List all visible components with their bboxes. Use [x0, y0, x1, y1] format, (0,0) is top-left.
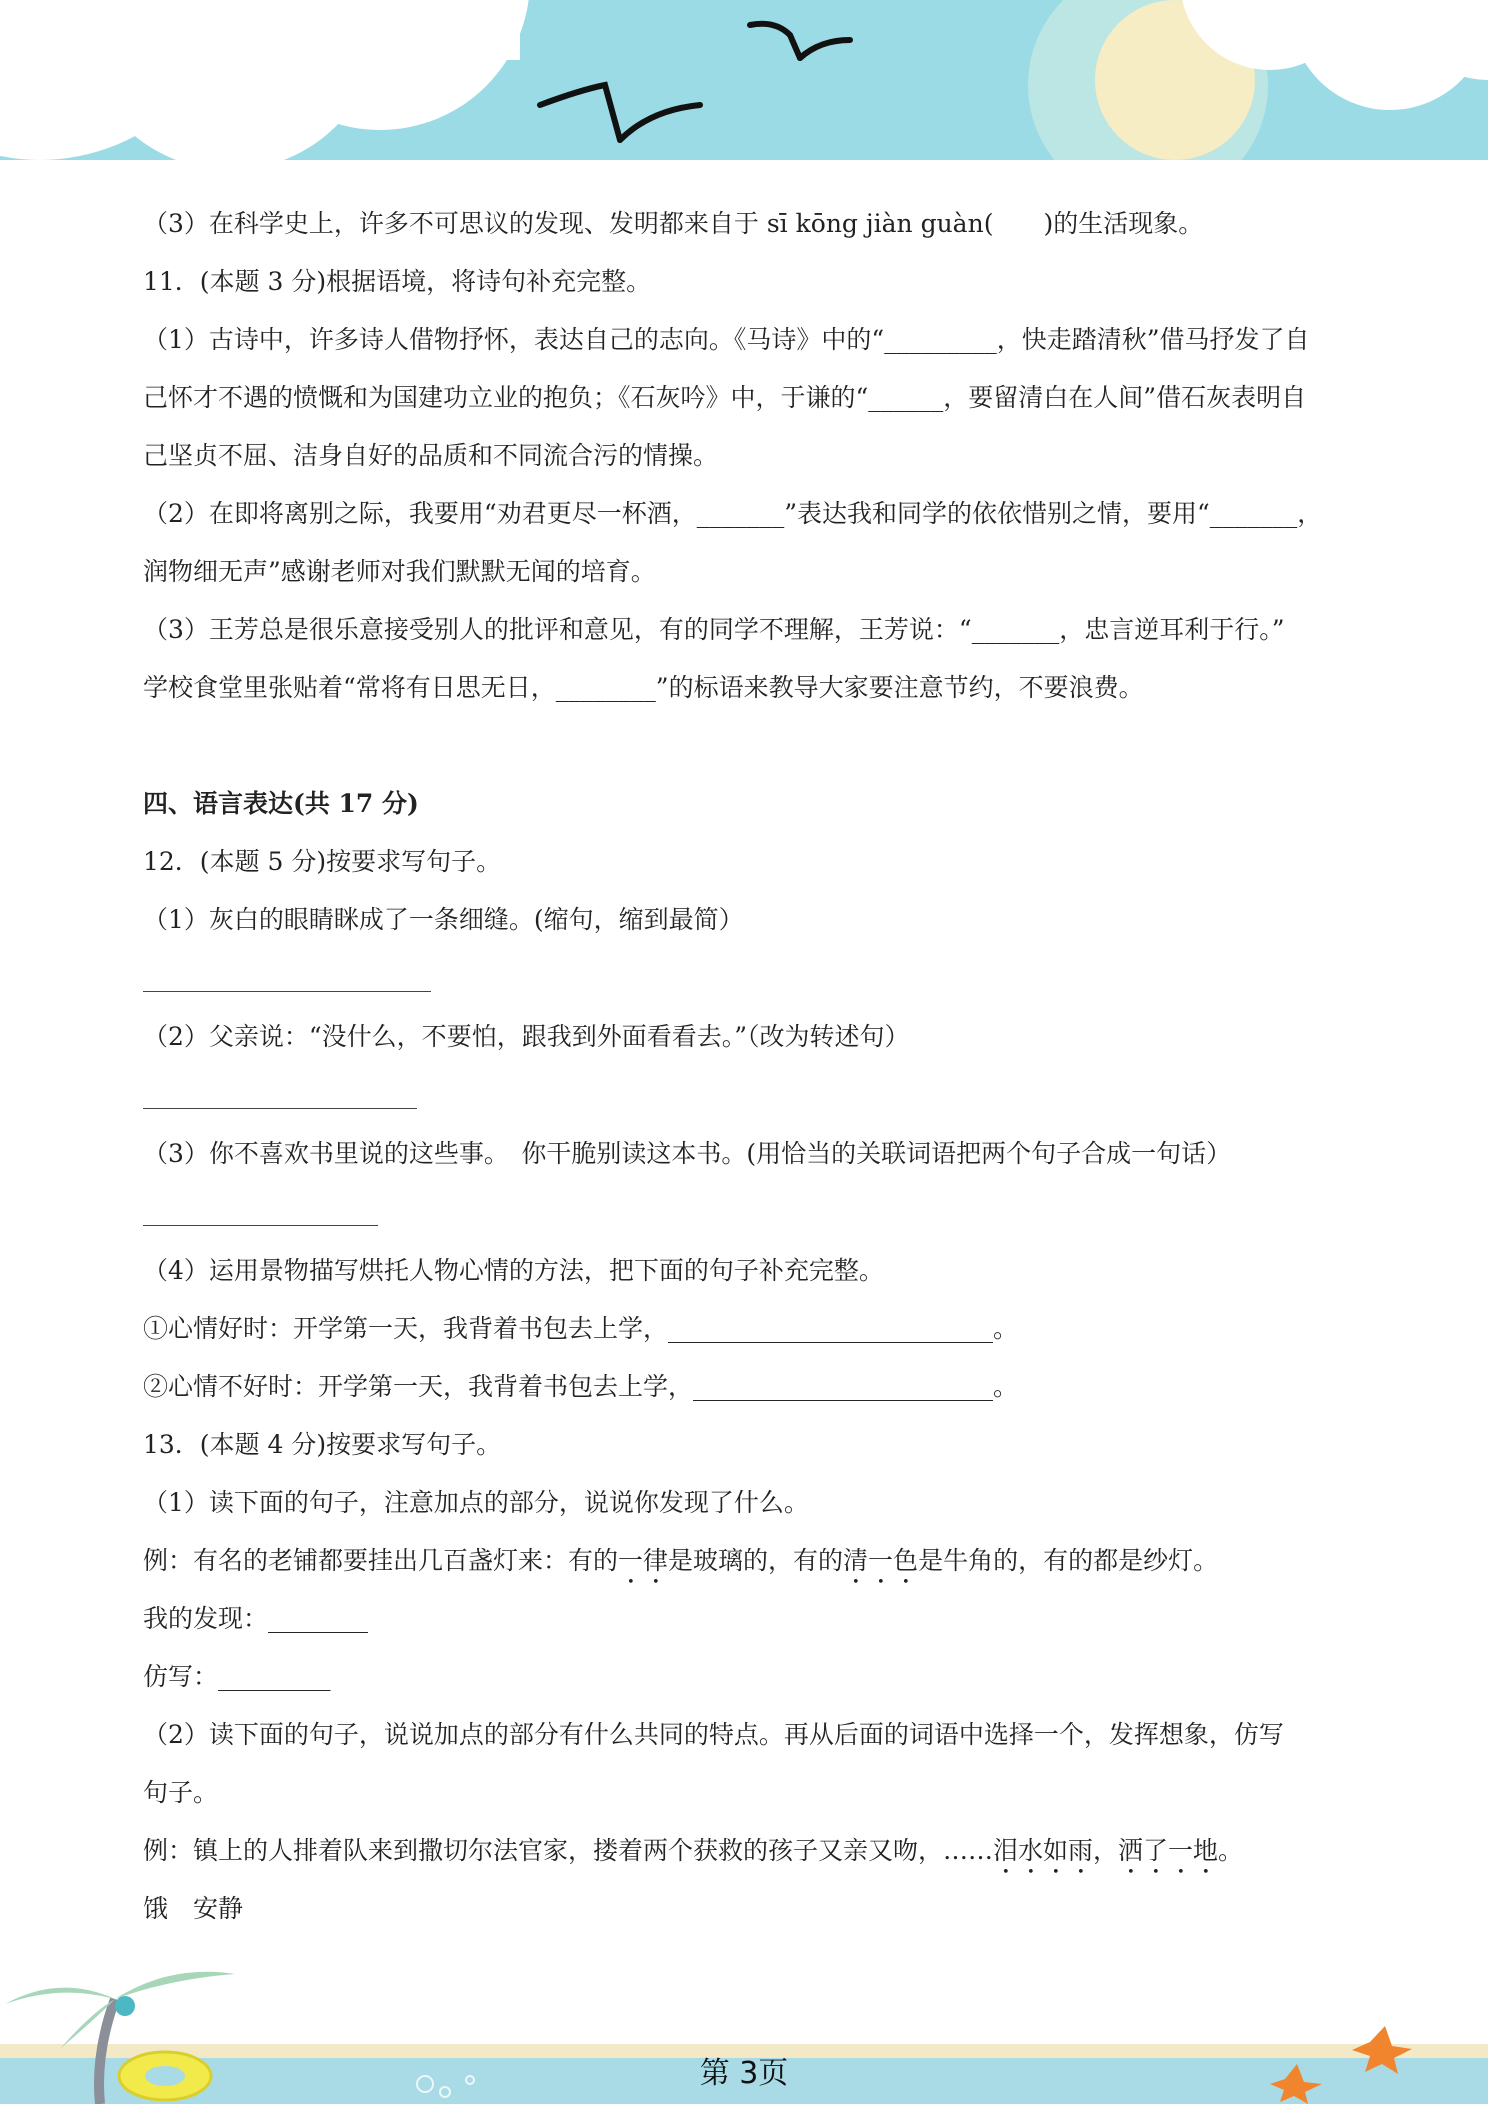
q12-sentence-2: （2）父亲说：“没什么，不要怕，跟我到外面看看去。”（改为转述句）: [143, 1022, 910, 1051]
q13-imitate: 仿写：_________: [143, 1662, 331, 1691]
dotted-phrase: 泪水如雨，洒了一地: [993, 1836, 1219, 1865]
q10-item-3: （3）在科学史上，许多不可思议的发现、发明都来自于 sī kōng jiàn guàn( )的生活现象。: [143, 209, 1204, 238]
page-number: 第 3页: [699, 2056, 789, 2091]
example-text: 是玻璃的，有的: [668, 1546, 844, 1575]
q11-part2-line1: （2）在即将离别之际，我要用“劝君更尽一杯酒，_______”表达我和同学的依依惜别之情，要用“_______，: [143, 499, 1323, 528]
q11-part1-line3: 己坚贞不屈、洁身自好的品质和不同流合污的情操。: [143, 441, 719, 470]
q12-sentence-3: （3）你不喜欢书里说的这些事。 你干脆别读这本书。(用恰当的关联词语把两个句子合成一句话）: [143, 1139, 1232, 1168]
example-text: 例：镇上的人排着队来到撒切尔法官家，搂着两个获救的孩子又亲又吻，……: [143, 1836, 994, 1865]
q11-title: 11．(本题 3 分)根据语境，将诗句补充完整。: [143, 267, 652, 296]
example-text: 是牛角的，有的都是纱灯。: [918, 1546, 1219, 1575]
dotted-phrase: 清一色: [843, 1546, 919, 1575]
answer-line[interactable]: [143, 1066, 417, 1109]
q13-sentence-1: （1）读下面的句子，注意加点的部分，说说你发现了什么。: [143, 1488, 809, 1517]
q11-part2-line2: 润物细无声”感谢老师对我们默默无闻的培育。: [143, 557, 656, 586]
q12-title: 12．(本题 5 分)按要求写句子。: [143, 847, 502, 876]
q12-sentence-4b: ②心情不好时：开学第一天，我背着书包去上学，________________________。: [143, 1372, 1019, 1401]
q11-part1-line2: 己怀才不遇的愤慨和为国建功立业的抱负；《石灰吟》中，于谦的“______，要留清白在人间”借石灰表明自: [143, 383, 1307, 412]
q11-part3-line1: （3）王芳总是很乐意接受别人的批评和意见，有的同学不理解，王芳说：“_______，忠言逆耳利于行。”: [143, 615, 1285, 644]
q13-example-2: [143, 1822, 1353, 1880]
header-decoration: [0, 0, 1488, 170]
q13-sentence-2-line1: （2）读下面的句子，说说加点的部分有什么共同的特点。再从后面的词语中选择一个，发挥想象，仿写: [143, 1720, 1284, 1749]
example-text: 例：有名的老铺都要挂出几百盏灯来：有的: [143, 1546, 619, 1575]
q13-title: 13．(本题 4 分)按要求写句子。: [143, 1430, 502, 1459]
page-content: [143, 195, 1353, 1938]
q13-finding: 我的发现：________: [143, 1604, 369, 1633]
answer-line[interactable]: [143, 949, 431, 992]
q13-word-choices: 饿 安静: [143, 1894, 244, 1923]
dotted-phrase: 一律: [618, 1546, 669, 1575]
example-text: 。: [1218, 1836, 1244, 1865]
q11-part3-line2: 学校食堂里张贴着“常将有日思无日，________”的标语来教导大家要注意节约，不要浪费。: [143, 673, 1144, 702]
q13-sentence-2-line2: 句子。: [143, 1778, 219, 1807]
q12-sentence-1: （1）灰白的眼睛眯成了一条细缝。(缩句，缩到最简）: [143, 905, 744, 934]
q11-part1-line1: （1）古诗中，许多诗人借物抒怀，表达自己的志向。《马诗》中的“_________，快走踏清秋”借马抒发了自: [143, 325, 1310, 354]
section-title: 四、语言表达(共 17 分): [143, 789, 419, 818]
answer-line[interactable]: [143, 1183, 378, 1226]
q13-example-1: [143, 1532, 1353, 1590]
q12-sentence-4a: ①心情好时：开学第一天，我背着书包去上学，__________________________。: [143, 1314, 1019, 1343]
q12-sentence-4: （4）运用景物描写烘托人物心情的方法，把下面的句子补充完整。: [143, 1256, 884, 1285]
